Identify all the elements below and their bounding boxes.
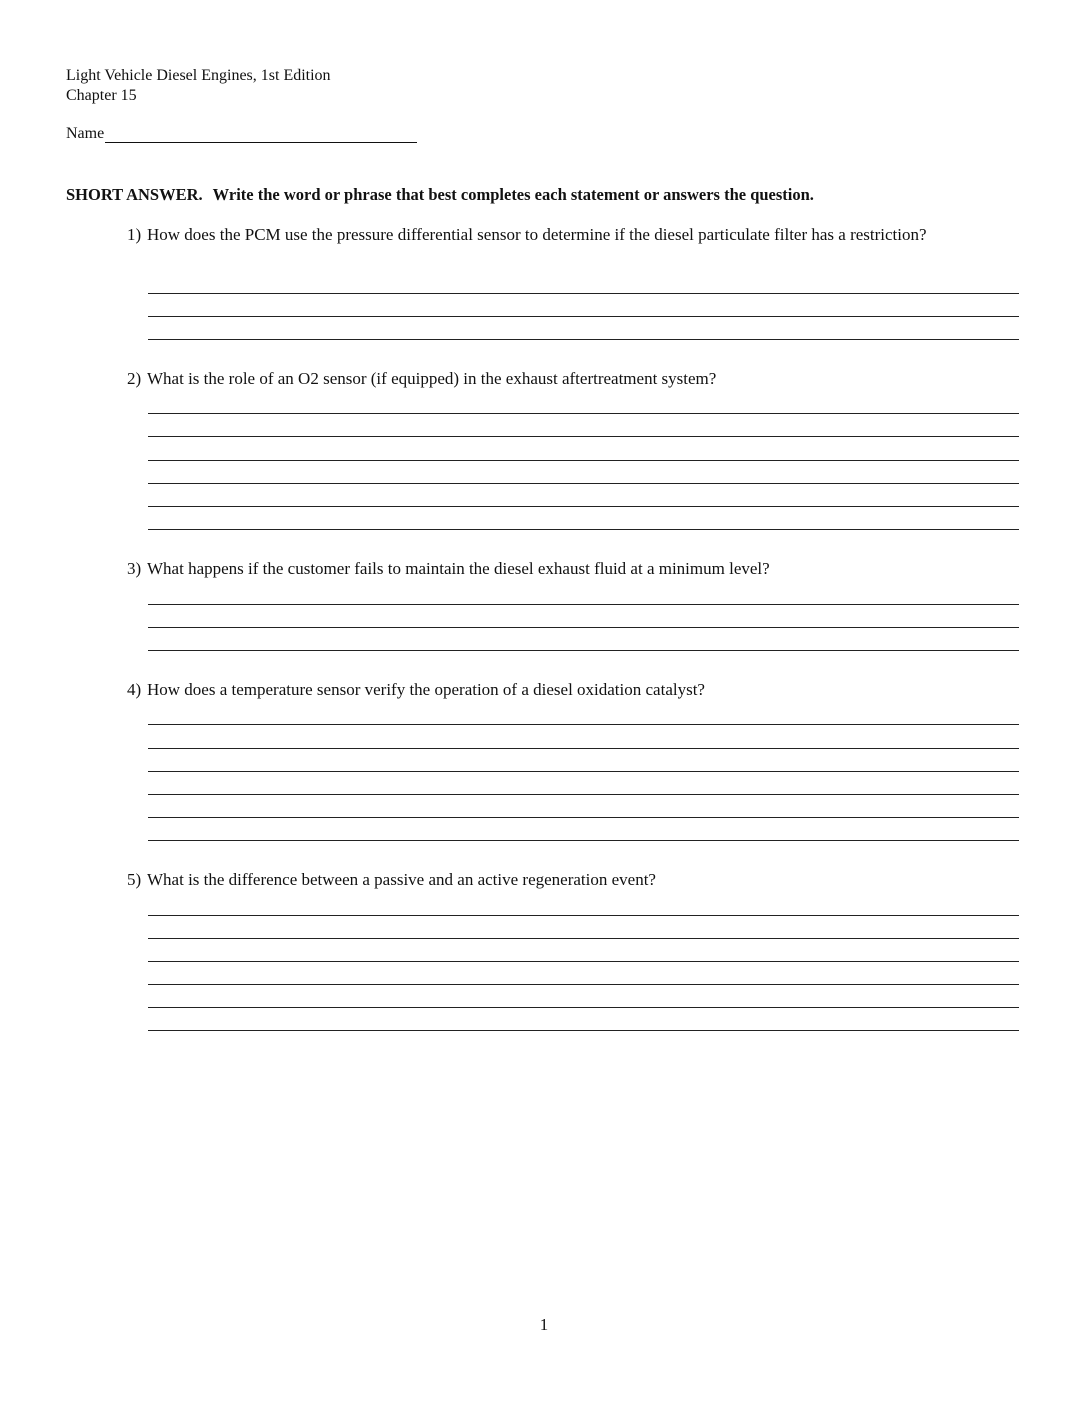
question-number: 2) xyxy=(127,369,142,388)
question-2 xyxy=(127,367,1019,390)
answer-line[interactable] xyxy=(148,771,1019,772)
answer-line[interactable] xyxy=(148,436,1019,437)
question-text: How does a temperature sensor verify the operation of a diesel oxidation catalyst? xyxy=(147,680,705,699)
name-answer-line[interactable] xyxy=(105,124,417,143)
answer-line[interactable] xyxy=(148,724,1019,725)
answer-line[interactable] xyxy=(148,938,1019,939)
answer-line[interactable] xyxy=(148,627,1019,628)
answer-line[interactable] xyxy=(148,413,1019,414)
question-number: 5) xyxy=(127,870,142,889)
question-number: 3) xyxy=(127,559,142,578)
question-3 xyxy=(127,557,1019,580)
answer-line[interactable] xyxy=(148,316,1019,317)
question-text: How does the PCM use the pressure differential sensor to determine if the diesel particulate filter has a restriction? xyxy=(147,225,927,244)
answer-line[interactable] xyxy=(148,293,1019,294)
section-label: SHORT ANSWER. xyxy=(66,185,203,204)
chapter-label: Chapter 15 xyxy=(66,87,137,104)
question-text: What happens if the customer fails to maintain the diesel exhaust fluid at a minimum level? xyxy=(147,559,770,578)
answer-line[interactable] xyxy=(148,794,1019,795)
answer-line[interactable] xyxy=(148,650,1019,651)
question-text: What is the difference between a passive and an active regeneration event? xyxy=(147,870,656,889)
question-number: 1) xyxy=(127,225,142,244)
answer-line[interactable] xyxy=(148,915,1019,916)
name-label: Name xyxy=(66,125,105,142)
answer-line[interactable] xyxy=(148,339,1019,340)
answer-line[interactable] xyxy=(148,529,1019,530)
question-1 xyxy=(127,223,1019,246)
answer-line[interactable] xyxy=(148,748,1019,749)
answer-line[interactable] xyxy=(148,604,1019,605)
answer-line[interactable] xyxy=(148,961,1019,962)
document-header xyxy=(66,66,331,106)
book-title: Light Vehicle Diesel Engines, 1st Edition xyxy=(66,67,331,84)
answer-line[interactable] xyxy=(148,460,1019,461)
answer-line[interactable] xyxy=(148,840,1019,841)
question-number: 4) xyxy=(127,680,142,699)
name-field-row xyxy=(66,124,417,143)
section-instructions xyxy=(66,185,814,205)
answer-line[interactable] xyxy=(148,483,1019,484)
answer-line[interactable] xyxy=(148,506,1019,507)
question-text: What is the role of an O2 sensor (if equipped) in the exhaust aftertreatment system? xyxy=(147,369,717,388)
question-5 xyxy=(127,868,1019,891)
answer-line[interactable] xyxy=(148,984,1019,985)
answer-line[interactable] xyxy=(148,817,1019,818)
instructions-text: Write the word or phrase that best completes each statement or answers the question. xyxy=(212,185,814,204)
answer-line[interactable] xyxy=(148,1007,1019,1008)
answer-line[interactable] xyxy=(148,1030,1019,1031)
page-number: 1 xyxy=(539,1315,549,1334)
question-4 xyxy=(127,678,1019,701)
